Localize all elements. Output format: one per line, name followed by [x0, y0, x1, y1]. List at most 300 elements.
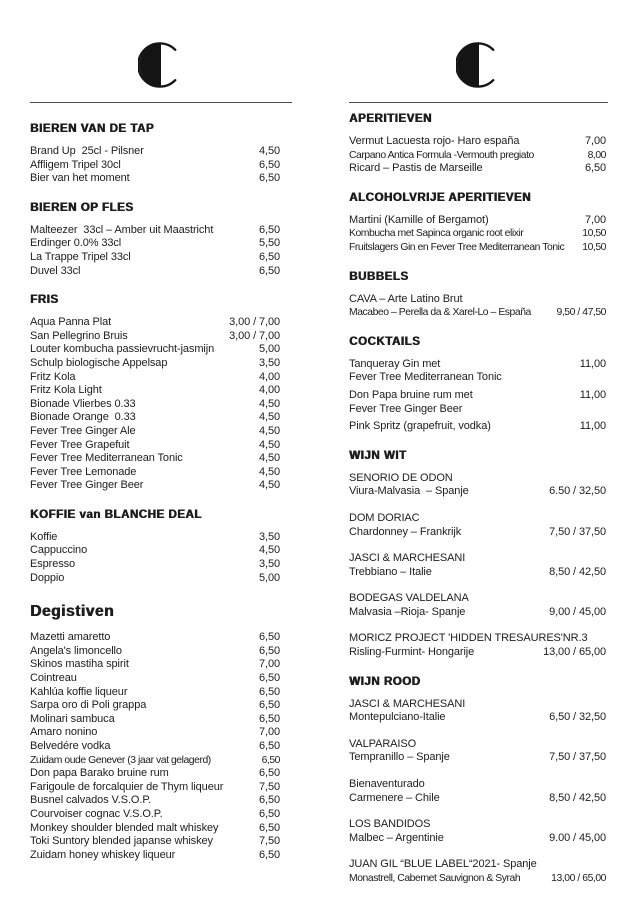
- item-list: [349, 698, 608, 886]
- item-name: Farigoule de forcalquier de Thym liqueur: [30, 780, 224, 793]
- item-price: 6,50: [584, 162, 606, 175]
- menu-item: [30, 251, 280, 265]
- item-price: 3,00 / 7,00: [229, 316, 280, 329]
- item-price: 7,00: [584, 213, 606, 226]
- item-line: [30, 849, 280, 863]
- item-name: Montepulciano-Italie: [349, 711, 446, 724]
- menu-item: [30, 172, 280, 186]
- item-name: Malvasia –Rioja- Spanje: [349, 605, 466, 618]
- item-list: [30, 224, 292, 278]
- item-line: [30, 544, 280, 558]
- item-price: 6,50: [258, 740, 280, 752]
- item-line: [349, 592, 606, 606]
- item-price: 6,50: [258, 223, 280, 236]
- menu-item: [349, 632, 606, 659]
- menu-item: [30, 726, 280, 740]
- item-price: 4,50: [258, 465, 280, 478]
- menu-item: [30, 357, 280, 371]
- item-price: 7,00: [258, 726, 280, 739]
- item-name: Zuidam oude Genever (3 jaar vat gelagerd): [30, 754, 211, 766]
- item-line: [30, 330, 280, 344]
- item-price: 4,00: [258, 384, 280, 397]
- menu-section: [349, 113, 608, 176]
- menu-section: [349, 192, 608, 255]
- menu-item: [349, 778, 606, 805]
- item-name: MORICZ PROJECT 'HIDDEN TRESAURES'NR.3: [349, 632, 588, 645]
- menu-column-right: [349, 42, 608, 886]
- item-line: [30, 572, 280, 586]
- item-name: Zuidam honey whiskey liqueur: [30, 848, 176, 861]
- menu-section: [349, 271, 608, 320]
- item-name: Fever Tree Ginger Beer: [349, 402, 463, 415]
- section-title: Degistiven: [30, 603, 114, 621]
- item-line: [30, 531, 280, 545]
- item-name: Vermut Lacuesta rojo- Haro españa: [349, 135, 520, 147]
- menu-item: [30, 754, 280, 768]
- menu-item: [349, 214, 606, 228]
- item-price: 6,50: [258, 631, 280, 644]
- item-name: Courvoiser cognac V.S.O.P.: [30, 807, 163, 820]
- item-line: [30, 398, 280, 412]
- item-price: 6,50: [261, 754, 280, 766]
- section-title: BIEREN VAN DE TAP: [30, 123, 154, 135]
- item-name: Fritz Kola: [30, 370, 76, 383]
- item-line: [30, 808, 280, 822]
- menu-item: [349, 420, 606, 434]
- item-price: 6.50 / 32,50: [549, 485, 606, 498]
- item-list: [349, 472, 608, 660]
- item-name: JASCI & MARCHESANI: [349, 552, 466, 565]
- item-line: [349, 389, 606, 403]
- menu-item: [349, 512, 606, 539]
- item-list: [349, 293, 608, 320]
- item-name: Mazetti amaretto: [30, 631, 111, 644]
- item-line: [349, 371, 606, 385]
- item-name: Monkey shoulder blended malt whiskey: [30, 821, 219, 834]
- section-title: KOFFIE van BLANCHE DEAL: [30, 508, 202, 521]
- item-line: [30, 224, 280, 238]
- item-price: 4,50: [258, 452, 280, 465]
- item-price: 6,50: [258, 712, 280, 725]
- item-name: Fever Tree Ginger Beer: [30, 479, 144, 492]
- item-price: 11,00: [579, 388, 606, 401]
- item-name: Pink Spritz (grapefruit, vodka): [349, 420, 491, 433]
- section-title: FRIS: [30, 294, 59, 307]
- item-price: 6,50: [258, 250, 280, 263]
- item-line: [30, 411, 280, 425]
- menu-item: [30, 265, 280, 279]
- item-price: 5,00: [258, 571, 280, 584]
- item-price: 8,50 / 42,50: [549, 565, 606, 578]
- item-list: [349, 214, 608, 255]
- item-price: 7,50 / 37,50: [549, 525, 606, 538]
- item-name: JUAN GIL “BLUE LABEL“2021- Spanje: [349, 858, 537, 871]
- item-price: 6,50: [258, 672, 280, 685]
- menu-item: [349, 472, 606, 499]
- item-name: Kahlúa koffie liqueur: [30, 685, 128, 698]
- item-line: [349, 293, 606, 307]
- menu-section: [30, 202, 292, 278]
- item-line: [349, 792, 606, 806]
- item-price: 10,50: [582, 241, 606, 253]
- menu-item: [30, 672, 280, 686]
- brand-c-monogram-icon: [138, 42, 184, 88]
- item-name: DOM DORIAC: [349, 511, 420, 524]
- item-line: [349, 306, 606, 320]
- menu-item: [349, 858, 606, 885]
- menu-item: [349, 818, 606, 845]
- item-name: Amaro nonino: [30, 726, 98, 739]
- item-line: [30, 316, 280, 330]
- menu-item: [30, 531, 280, 545]
- item-price: 6,50: [258, 821, 280, 834]
- item-name: Kombucha met Sapinca organic root elixir: [349, 228, 524, 240]
- item-price: 9.00 / 45,00: [549, 831, 606, 844]
- item-name: Cointreau: [30, 672, 77, 685]
- item-name: Monastrell, Cabernet Sauvignon & Syrah: [349, 873, 521, 884]
- item-line: [349, 606, 606, 620]
- item-line: [30, 686, 280, 700]
- section-title: BIEREN OP FLES: [30, 201, 134, 214]
- item-name: Louter kombucha passievrucht-jasmijn: [30, 343, 215, 356]
- menu-item: [30, 371, 280, 385]
- item-name: SENORIO DE ODON: [349, 471, 453, 484]
- item-line: [349, 149, 606, 163]
- item-name: Ricard – Pastis de Marseille: [349, 162, 483, 175]
- menu-item: [349, 592, 606, 619]
- section-title: ALCOHOLVRIJE APERITIEVEN: [349, 191, 531, 204]
- menu-item: [349, 241, 606, 255]
- menu-item: [30, 237, 280, 251]
- menu-item: [349, 149, 606, 163]
- item-line: [30, 452, 280, 466]
- item-line: [349, 872, 606, 886]
- menu-item: [30, 145, 280, 159]
- item-name: Erdinger 0.0% 33cl: [30, 237, 122, 250]
- item-name: Don Papa bruine rum met: [349, 388, 473, 401]
- menu-item: [30, 384, 280, 398]
- menu-item: [349, 389, 606, 416]
- menu-section: [30, 509, 292, 585]
- item-line: [30, 794, 280, 808]
- item-name: Skinos mastiha spirit: [30, 658, 129, 671]
- menu-item: [30, 794, 280, 808]
- item-price: 3,00 / 7,00: [229, 329, 280, 342]
- item-line: [349, 358, 606, 372]
- item-line: [30, 781, 280, 795]
- item-price: 13,00 / 65,00: [543, 646, 606, 659]
- item-line: [349, 632, 606, 646]
- item-price: 3,50: [258, 530, 280, 543]
- item-line: [30, 384, 280, 398]
- item-name: Belvedére vodka: [30, 740, 111, 752]
- item-price: 11,00: [579, 420, 606, 433]
- item-price: 6,50: [258, 685, 280, 698]
- item-price: 9,50 / 47,50: [556, 307, 606, 319]
- menu-item: [30, 572, 280, 586]
- item-price: 4,00: [258, 370, 280, 383]
- item-line: [30, 466, 280, 480]
- item-price: 4,50: [258, 544, 280, 557]
- item-line: [30, 145, 280, 159]
- menu-item: [30, 159, 280, 173]
- item-name: Fever Tree Ginger Ale: [30, 424, 136, 437]
- item-price: 7,00: [584, 135, 606, 147]
- menu-item: [30, 343, 280, 357]
- menu-item: [30, 398, 280, 412]
- menu-section: [349, 336, 608, 434]
- item-line: [349, 818, 606, 832]
- item-price: 4,50: [258, 411, 280, 424]
- item-line: [349, 698, 606, 712]
- item-line: [30, 371, 280, 385]
- item-line: [30, 713, 280, 727]
- item-list: [30, 145, 292, 186]
- item-line: [30, 172, 280, 186]
- menu-item: [30, 645, 280, 659]
- item-line: [30, 740, 280, 754]
- item-line: [349, 738, 606, 752]
- menu-item: [30, 224, 280, 238]
- logo-row: [30, 42, 292, 90]
- item-line: [30, 558, 280, 572]
- menu-section: [30, 603, 292, 862]
- menu-item: [349, 552, 606, 579]
- menu-item: [349, 162, 606, 176]
- menu-section: [349, 676, 608, 886]
- menu-item: [30, 658, 280, 672]
- menu-item: [30, 316, 280, 330]
- item-name: Koffie: [30, 530, 58, 543]
- item-line: [30, 237, 280, 251]
- item-name: Busnel calvados V.S.O.P.: [30, 794, 152, 807]
- item-name: San Pellegrino Bruis: [30, 329, 128, 342]
- item-name: LOS BANDIDOS: [349, 818, 431, 831]
- item-line: [30, 672, 280, 686]
- menu-item: [30, 411, 280, 425]
- item-name: Risling-Furmint- Hongarije: [349, 646, 475, 659]
- brand-c-monogram-icon: [456, 42, 502, 88]
- section-title: WIJN ROOD: [349, 675, 421, 688]
- section-title: BUBBELS: [349, 270, 409, 283]
- item-line: [30, 479, 280, 493]
- menu-item: [30, 699, 280, 713]
- menu-item: [30, 713, 280, 727]
- menu-item: [30, 686, 280, 700]
- item-line: [349, 214, 606, 228]
- item-line: [30, 251, 280, 265]
- item-line: [30, 699, 280, 713]
- menu-item: [30, 631, 280, 645]
- menu-item: [30, 544, 280, 558]
- item-line: [349, 858, 606, 872]
- item-price: 4,50: [258, 424, 280, 437]
- menu-item: [349, 227, 606, 241]
- menu-item: [30, 849, 280, 863]
- menu-item: [30, 808, 280, 822]
- menu-item: [349, 738, 606, 765]
- item-name: Chardonney – Frankrijk: [349, 525, 462, 538]
- item-price: 6,50: [258, 172, 280, 185]
- menu-item: [30, 767, 280, 781]
- item-name: Bionade Orange 0.33: [30, 411, 136, 424]
- menu-item: [30, 781, 280, 795]
- header-divider: [30, 102, 292, 103]
- item-price: 6,50: [258, 644, 280, 657]
- menu-item: [30, 740, 280, 754]
- item-line: [30, 822, 280, 836]
- menu-item: [30, 439, 280, 453]
- item-line: [30, 425, 280, 439]
- item-line: [30, 658, 280, 672]
- item-line: [349, 646, 606, 660]
- item-name: Fever Tree Mediterranean Tonic: [349, 371, 502, 384]
- menu-section: [30, 294, 292, 493]
- item-price: 6,50: [258, 794, 280, 807]
- item-name: Affligem Tripel 30cl: [30, 158, 121, 171]
- item-name: Fever Tree Lemonade: [30, 465, 137, 478]
- item-price: 4,50: [258, 397, 280, 410]
- menu-item: [349, 293, 606, 320]
- item-name: Brand Up 25cl - Pilsner: [30, 145, 144, 157]
- item-price: 7,50: [258, 780, 280, 793]
- item-price: 5,50: [258, 237, 280, 250]
- item-price: 8,50 / 42,50: [549, 791, 606, 804]
- item-price: 9,00 / 45,00: [549, 605, 606, 618]
- menu-item: [349, 135, 606, 149]
- item-name: Viura-Malvasia – Spanje: [349, 485, 469, 498]
- item-line: [30, 645, 280, 659]
- item-name: Martini (Kamille of Bergamot): [349, 213, 489, 226]
- item-name: Molinari sambuca: [30, 712, 115, 725]
- item-name: Fritz Kola Light: [30, 384, 102, 397]
- item-name: Malbec – Argentinie: [349, 831, 444, 844]
- section-title: WIJN WIT: [349, 449, 407, 462]
- header-divider: [349, 102, 608, 103]
- item-name: Bier van het moment: [30, 172, 130, 185]
- item-price: 5,00: [258, 343, 280, 356]
- item-line: [349, 751, 606, 765]
- sections-container: [30, 123, 292, 862]
- item-line: [349, 135, 606, 149]
- item-name: Don papa Barako bruine rum: [30, 767, 169, 780]
- item-list: [349, 358, 608, 434]
- item-line: [30, 835, 280, 849]
- item-line: [349, 778, 606, 792]
- item-name: Tanqueray Gin met: [349, 357, 441, 370]
- item-line: [30, 726, 280, 740]
- item-price: 6,50: [258, 158, 280, 171]
- item-price: 6,50: [258, 699, 280, 712]
- menu-item: [30, 425, 280, 439]
- item-line: [349, 552, 606, 566]
- item-name: BODEGAS VALDELANA: [349, 592, 469, 605]
- item-price: 4,50: [258, 145, 280, 157]
- menu-item: [349, 698, 606, 725]
- item-name: Sarpa oro di Poli grappa: [30, 699, 147, 712]
- item-price: 11,00: [579, 357, 606, 370]
- item-price: 4,50: [258, 438, 280, 451]
- item-line: [30, 265, 280, 279]
- item-name: Duvel 33cl: [30, 264, 81, 277]
- item-name: Macabeo – Perella da & Xarel-Lo – España: [349, 307, 531, 319]
- item-name: VALPARAISO: [349, 737, 417, 750]
- item-line: [349, 832, 606, 846]
- item-price: 6,50: [258, 264, 280, 277]
- menu-section: [30, 123, 292, 186]
- item-line: [349, 420, 606, 434]
- item-list: [30, 631, 292, 862]
- item-line: [30, 343, 280, 357]
- item-price: 6,50: [258, 848, 280, 861]
- item-name: Toki Suntory blended japanse whiskey: [30, 835, 213, 848]
- item-line: [349, 472, 606, 486]
- item-price: 6,50 / 32,50: [549, 711, 606, 724]
- item-name: Malteezer 33cl – Amber uit Maastricht: [30, 223, 214, 236]
- item-line: [349, 227, 606, 241]
- item-name: Schulp biologische Appelsap: [30, 356, 168, 369]
- item-line: [349, 485, 606, 499]
- item-list: [30, 316, 292, 493]
- item-name: Aqua Panna Plat: [30, 316, 112, 329]
- menu-item: [30, 558, 280, 572]
- item-name: Doppio: [30, 571, 65, 584]
- item-price: 3,50: [258, 558, 280, 571]
- menu-column-left: [30, 42, 292, 862]
- item-line: [30, 159, 280, 173]
- item-price: 8,00: [587, 149, 606, 161]
- item-name: Angela's limoncello: [30, 644, 122, 657]
- item-name: Espresso: [30, 558, 76, 571]
- item-line: [349, 512, 606, 526]
- item-price: 4,50: [258, 479, 280, 492]
- menu-item: [30, 822, 280, 836]
- item-price: 3,50: [258, 356, 280, 369]
- item-price: 6,50: [258, 767, 280, 780]
- item-name: La Trappe Tripel 33cl: [30, 250, 131, 263]
- menu-item: [349, 358, 606, 385]
- menu-item: [30, 466, 280, 480]
- item-name: Bienaventurado: [349, 778, 425, 791]
- menu-item: [30, 452, 280, 466]
- item-name: JASCI & MARCHESANI: [349, 697, 466, 710]
- item-line: [349, 241, 606, 255]
- section-title: APERITIEVEN: [349, 113, 432, 125]
- sections-container: [349, 113, 608, 886]
- item-name: Fruitslagers Gin en Fever Tree Mediterranean Tonic: [349, 241, 565, 253]
- item-name: Tempranillo – Spanje: [349, 751, 450, 764]
- item-list: [30, 531, 292, 585]
- item-name: Carpano Antica Formula -Vermouth pregiato: [349, 149, 534, 161]
- item-name: Carmenere – Chile: [349, 791, 440, 804]
- section-title: COCKTAILS: [349, 335, 421, 348]
- item-name: Fever Tree Mediterranean Tonic: [30, 452, 183, 465]
- item-line: [30, 439, 280, 453]
- item-name: Trebbiano – Italie: [349, 565, 432, 578]
- item-price: 10,50: [582, 228, 606, 240]
- logo-row: [349, 42, 608, 90]
- item-list: [349, 135, 608, 176]
- menu-section: [349, 450, 608, 660]
- item-line: [30, 357, 280, 371]
- menu-item: [30, 835, 280, 849]
- item-line: [349, 403, 606, 417]
- item-line: [30, 631, 280, 645]
- item-price: 7,50 / 37,50: [549, 751, 606, 764]
- item-name: CAVA – Arte Latino Brut: [349, 292, 463, 305]
- item-line: [349, 526, 606, 540]
- item-price: 13,00 / 65,00: [551, 873, 606, 884]
